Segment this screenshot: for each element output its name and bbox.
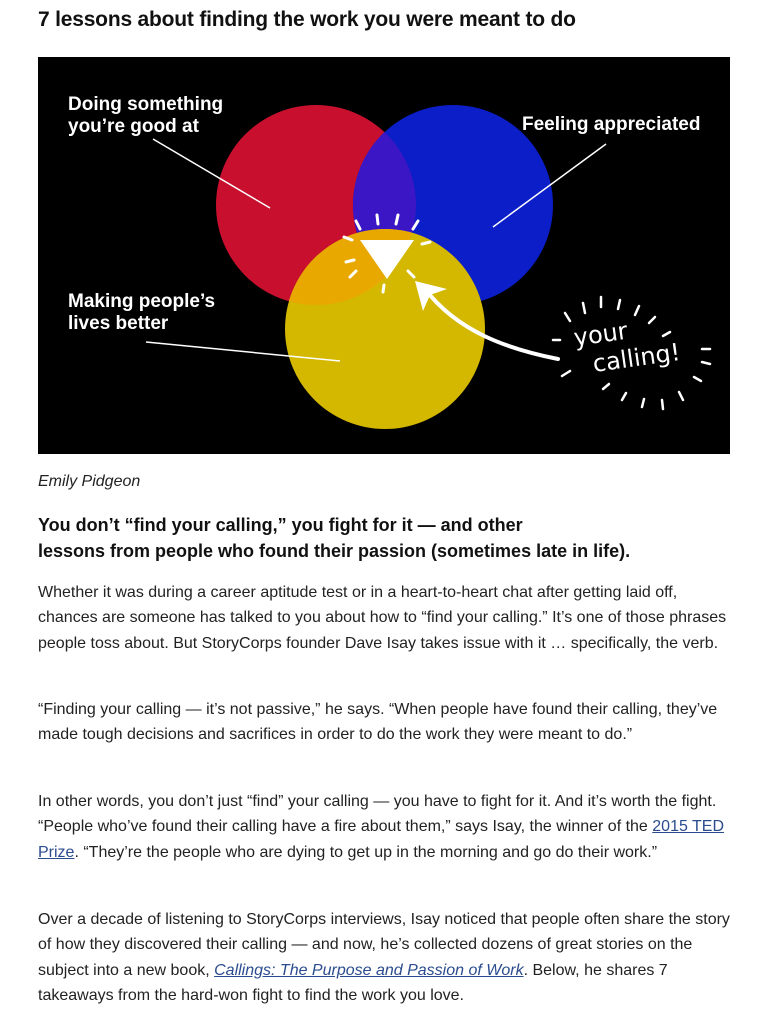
label-good-at-line2: you’re good at	[68, 116, 199, 137]
image-credit: Emily Pidgeon	[38, 473, 141, 490]
label-lives-better-line2: lives better	[68, 313, 169, 334]
venn-diagram-image	[38, 57, 730, 454]
paragraph-1: Whether it was during a career aptitude test or in a heart-to-heart chat after getting laid off, chances are someone has talked to you about how to “find your calling.” It’s one of those phrases people toss about. But StoryCorps founder Dave Isay takes issue with it … specifically, the verb.	[38, 584, 727, 652]
callings-book-title: Callings: The Purpose and Passion of Work	[214, 961, 524, 979]
subheading-line-1: You don’t “find your calling,” you fight for it — and other	[38, 515, 523, 535]
paragraph-4-text-start: Over a decade of listening to StoryCorps interviews, Isay noticed that people often share the story of how they discovered their calling — and now, he’s collected dozens of great stories on the subject into a new book,	[38, 911, 730, 979]
article-title: 7 lessons about finding the work you were meant to do	[38, 8, 576, 31]
label-good-at-line1: Doing something	[68, 94, 224, 115]
calling-handwritten-calling: calling!	[590, 337, 682, 378]
paragraph-3-text-end: . “They’re the people who are dying to get up in the morning and go do their work.”	[74, 843, 658, 861]
paragraph-4	[38, 907, 733, 1008]
label-lives-better-line1: Making people’s	[68, 291, 216, 312]
callings-book-link[interactable]	[214, 962, 523, 979]
paragraph-4-text-end: . Below, he shares 7 takeaways from the hard-won fight to find the work you love.	[38, 961, 668, 1004]
calling-handwritten-your: your	[571, 316, 630, 352]
venn-diagram	[38, 57, 730, 454]
subheading-line-2: lessons from people who found their passion (sometimes late in life).	[38, 541, 631, 561]
ted-prize-link[interactable]: 2015 TED Prize	[38, 818, 725, 861]
article-subheading	[38, 512, 718, 564]
paragraph-3	[38, 789, 733, 865]
paragraph-3-text-start: In other words, you don’t just “find” your calling — you have to fight for it. And it’s worth the fight. “People who’ve found their calling have a fire about them,” says Isay, the winner of the	[38, 793, 717, 836]
paragraph-2: “Finding your calling — it’s not passive,” he says. “When people have found their calling, they’ve made tough decisions and sacrifices in order to do the work they were meant to do.”	[38, 701, 718, 744]
label-appreciated: Feeling appreciated	[522, 114, 701, 135]
